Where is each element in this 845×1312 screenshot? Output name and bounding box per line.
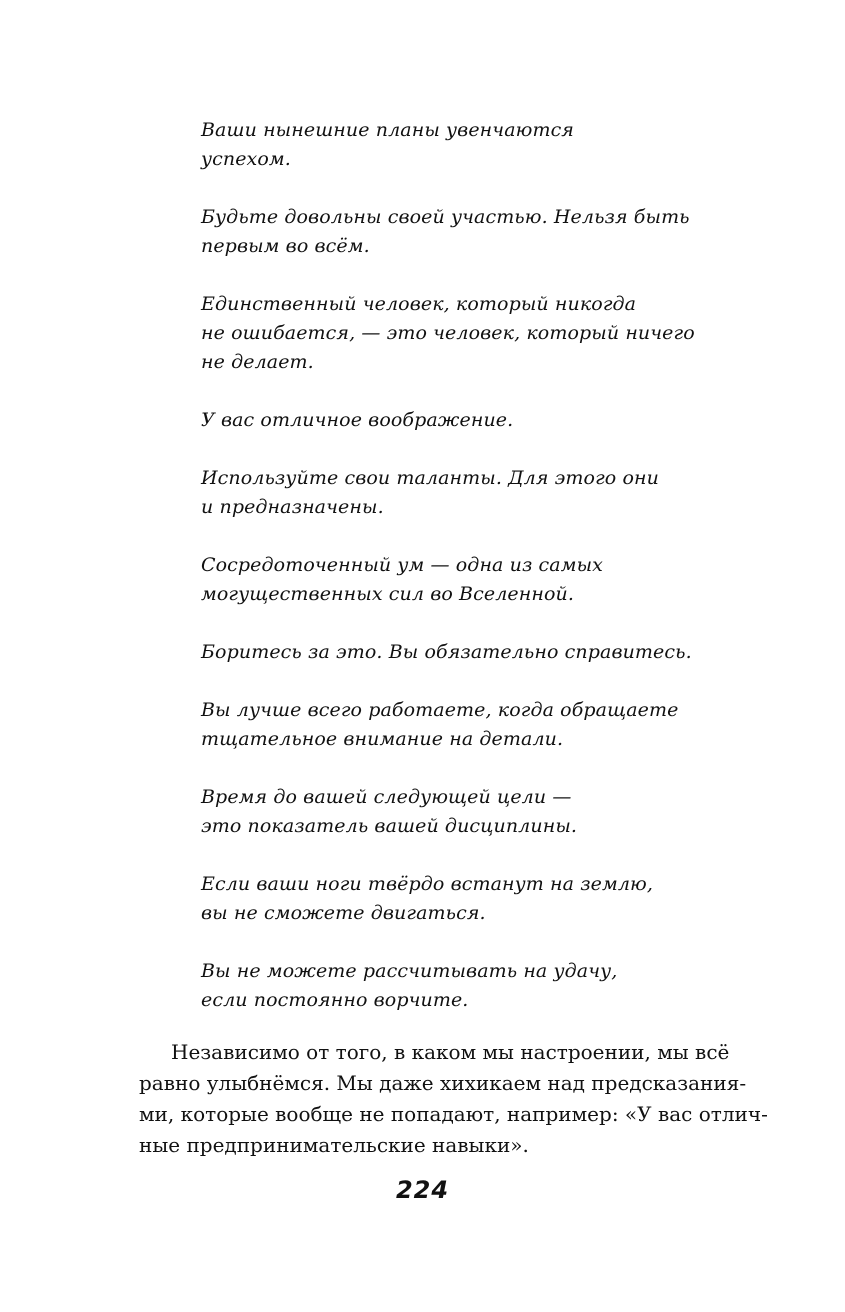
quote-line: не делает. <box>201 351 314 373</box>
quote-line: могущественных сил во Вселенной. <box>201 583 574 605</box>
quote-item <box>201 203 721 261</box>
quote-line: Если ваши ноги твёрдо встанут на землю, <box>201 873 654 895</box>
quote-item <box>201 551 721 609</box>
quote-line: успехом. <box>201 148 291 170</box>
paragraph-line: ные предпринимательские навыки». <box>139 1133 529 1157</box>
paragraph-line: Независимо от того, в каком мы настроении, мы всё <box>171 1040 730 1064</box>
quote-line: первым во всём. <box>201 235 370 257</box>
quote-line: не ошибается, — это человек, который ничего <box>201 322 695 344</box>
quote-line: Сосредоточенный ум — одна из самых <box>201 554 603 576</box>
body-paragraph <box>139 1037 768 1161</box>
quote-item <box>201 116 721 174</box>
quote-line: Используйте свои таланты. Для этого они <box>201 467 659 489</box>
quote-line: если постоянно ворчите. <box>201 989 469 1011</box>
page-number: 224 <box>395 1176 450 1204</box>
quote-line: У вас отличное воображение. <box>201 409 514 431</box>
quote-line: это показатель вашей дисциплины. <box>201 815 578 837</box>
quote-line: Будьте довольны своей участью. Нельзя быть <box>201 206 690 228</box>
paragraph-line: равно улыбнёмся. Мы даже хихикаем над предсказания- <box>139 1071 747 1095</box>
quote-line: вы не сможете двигаться. <box>201 902 486 924</box>
quote-line: Единственный человек, который никогда <box>201 293 637 315</box>
quote-line: и предназначены. <box>201 496 384 518</box>
quote-item <box>201 696 721 754</box>
quote-item <box>201 870 721 928</box>
paragraph-line: ми, которые вообще не попадают, например: «У вас отлич- <box>139 1102 768 1126</box>
quote-line: тщательное внимание на детали. <box>201 728 564 750</box>
quote-line: Боритесь за это. Вы обязательно справитесь. <box>201 641 692 663</box>
fortune-quotes-list <box>201 116 721 1044</box>
quote-line: Время до вашей следующей цели — <box>201 786 572 808</box>
quote-item <box>201 783 721 841</box>
quote-item <box>201 957 721 1015</box>
quote-item <box>201 406 721 435</box>
quote-line: Ваши нынешние планы увенчаются <box>201 119 574 141</box>
quote-line: Вы лучше всего работаете, когда обращаете <box>201 699 679 721</box>
quote-item <box>201 638 721 667</box>
quote-line: Вы не можете рассчитывать на удачу, <box>201 960 618 982</box>
quote-item <box>201 290 721 377</box>
quote-item <box>201 464 721 522</box>
